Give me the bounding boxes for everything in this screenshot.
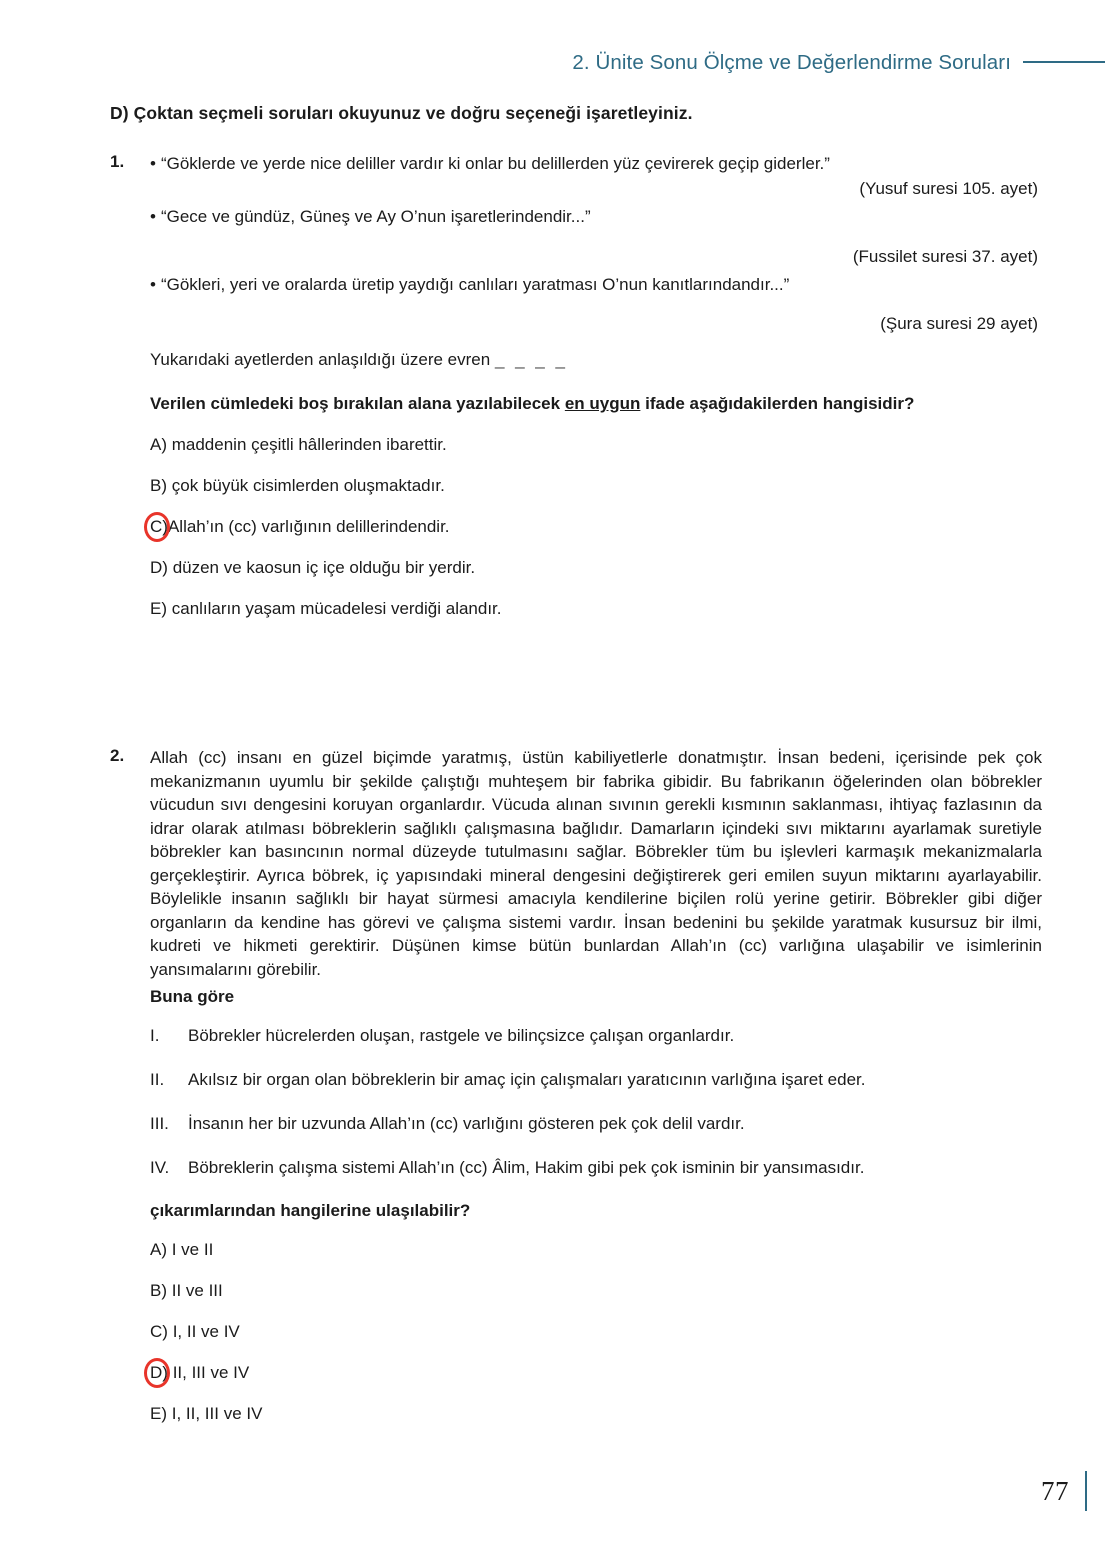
option-text: Allah’ın (cc) varlığının delillerindendir.	[167, 516, 450, 536]
question-1-stem	[150, 348, 1040, 372]
question-2-number: 2.	[110, 746, 125, 765]
statement-text: Böbreklerin çalışma sistemi Allah’ın (cc) Âlim, Hakim gibi pek çok isminin bir yansımasıdır.	[188, 1158, 865, 1178]
option-letter: D)	[150, 557, 168, 577]
question-2-passage	[150, 746, 1042, 981]
section-heading: D) Çoktan seçmeli soruları okuyunuz ve doğru seçeneği işaretleyiniz.	[110, 103, 693, 123]
option-text: II, III ve IV	[172, 1362, 250, 1382]
option-text: I, II ve IV	[172, 1321, 240, 1341]
page-content	[110, 103, 1040, 639]
statement-text: Akılsız bir organ olan böbreklerin bir amaç için çalışmaları yaratıcının varlığına işaret eder.	[188, 1070, 866, 1090]
bullet-glyph: •	[150, 274, 156, 294]
question-1-options	[150, 434, 1040, 621]
bullet-glyph: •	[150, 207, 156, 227]
header-rule-line	[1023, 61, 1105, 63]
question-2	[110, 746, 1042, 1444]
option-letter: C)	[150, 1321, 168, 1341]
option-text: maddenin çeşitli hâllerinden ibarettir.	[171, 434, 447, 454]
verse-text: “Gökleri, yeri ve oralarda üretip yaydığı canlıları yaratması O’nun kanıtlarındandır...”	[160, 274, 790, 294]
option-letter: B)	[150, 475, 167, 495]
option-d[interactable]	[150, 557, 1040, 580]
option-b[interactable]	[150, 475, 1040, 498]
question-2-statements	[150, 1025, 1042, 1180]
verse-citation: (Şura suresi 29 ayet)	[880, 314, 1038, 334]
question-2-options	[150, 1239, 1042, 1426]
verse-line	[150, 273, 1040, 296]
option-a[interactable]	[150, 1239, 1042, 1262]
statement-text: İnsanın her bir uzvunda Allah’ın (cc) varlığını gösteren pek çok delil vardır.	[188, 1114, 745, 1134]
option-text: canlıların yaşam mücadelesi verdiği alandır.	[171, 598, 502, 618]
option-c[interactable]	[150, 516, 1040, 539]
verse-citation: (Fussilet suresi 37. ayet)	[852, 246, 1038, 266]
option-b[interactable]	[150, 1280, 1042, 1303]
option-text: I, II, III ve IV	[171, 1403, 263, 1423]
verse-text: “Göklerde ve yerde nice deliller vardır ki onlar bu delillerden yüz çevirerek geçip giderler.”	[160, 154, 830, 173]
buna-gore-label: Buna göre	[150, 987, 235, 1007]
question-1-body	[150, 152, 1040, 621]
option-text: düzen ve kaosun iç içe olduğu bir yerdir.	[172, 557, 476, 577]
question-1	[110, 152, 1040, 621]
option-text: çok büyük cisimlerden oluşmaktadır.	[171, 475, 445, 495]
passage-text: Allah (cc) insanı en güzel biçimde yaratmış, üstün kabiliyetlerle donatmıştır. İnsan bedeni, içerisinde pek çok mekanizmanın uyumlu bir şekilde çalıştığı muhteşem bir fabrika gibidir. Bu fabrikanın öğelerinden olan böbrekler vücudun sıvı dengesini koruyan organlardır. Vücuda alınan sıvının gerekli kısmının saklanması, ihtiyaç fazlasının da idrar olarak atılması böbreklerin sağlıklı çalışmasına bağlıdır. Damarların içindeki sıvı miktarını ayarlamak suretiyle böbrekler kan basıncının normal düzeyde tutulmasını sağlar. Böbrekler tüm bu işlevleri karmaşık mekanizmalarla gerçekleştirir. Ayrıca böbrek, iç yapısındaki mineral dengesini değiştirerek geri emilen suyun miktarını ayarlayabilir. Böylelikle insanın sağlıklı bir hayat sürmesi amacıyla kendilerine biçilen rolü yerine getirir. Böbrekler gibi diğer organların da kendine has görevi ve çalışma sistemi vardır. İnsan bedenini bu şekilde yaratmak kusursuz bir ilmi, kudreti ve hikmeti gerektirir. Düşünen kimse bütün bunlardan Allah’ın (cc) varlığına ulaşabilir ve isimlerinin yansımalarını görebilir.	[150, 748, 1042, 979]
verse-line	[150, 205, 1040, 228]
prompt-part-1: Verilen cümledeki boş bırakılan alana yazılabilecek	[150, 394, 565, 414]
verse-text: “Gece ve gündüz, Güneş ve Ay O’nun işaretlerindendir...”	[160, 207, 591, 227]
page-footer	[1041, 1471, 1105, 1511]
option-a[interactable]	[150, 434, 1040, 457]
option-text: I ve II	[171, 1240, 214, 1260]
option-e[interactable]	[150, 598, 1040, 621]
statement-number: II.	[150, 1070, 165, 1090]
running-header-title: 2. Ünite Sonu Ölçme ve Değerlendirme Soruları	[572, 51, 1011, 74]
page-number: 77	[1041, 1475, 1069, 1506]
option-letter: E)	[150, 1403, 167, 1423]
option-text: II ve III	[171, 1281, 223, 1300]
statement-number: I.	[150, 1026, 160, 1046]
option-c[interactable]	[150, 1321, 1042, 1344]
statement-text: Böbrekler hücrelerden oluşan, rastgele ve bilinçsizce çalışan organlardır.	[188, 1026, 735, 1046]
statement-iii	[150, 1113, 1042, 1136]
bullet-glyph: •	[150, 154, 156, 173]
option-letter: B)	[150, 1281, 167, 1300]
answer-blank: _ _ _ _	[494, 350, 568, 370]
statement-ii	[150, 1069, 1042, 1092]
running-header	[0, 46, 1105, 80]
prompt-emphasis: en uygun	[564, 394, 641, 414]
option-letter: E)	[150, 598, 167, 618]
option-letter: A)	[150, 434, 167, 454]
prompt-part-2: ifade aşağıdakilerden hangisidir?	[640, 394, 915, 414]
option-d[interactable]	[150, 1362, 1042, 1385]
verse-citation: (Yusuf suresi 105. ayet)	[859, 179, 1038, 199]
statement-iv	[150, 1157, 1042, 1180]
option-letter-circled: D)	[150, 1362, 168, 1385]
footer-rule-line	[1085, 1471, 1087, 1511]
question-1-number: 1.	[110, 152, 125, 171]
question-1-prompt	[150, 392, 1040, 416]
statement-number: IV.	[150, 1158, 170, 1178]
statement-i	[150, 1025, 1042, 1048]
option-e[interactable]	[150, 1403, 1042, 1426]
question-2-prompt: çıkarımlarından hangilerine ulaşılabilir?	[150, 1201, 471, 1221]
verse-line	[150, 152, 1040, 175]
statement-number: III.	[150, 1114, 169, 1134]
option-letter-circled: C)	[150, 516, 168, 539]
stem-text: Yukarıdaki ayetlerden anlaşıldığı üzere evren	[150, 350, 495, 370]
option-letter: A)	[150, 1240, 167, 1260]
